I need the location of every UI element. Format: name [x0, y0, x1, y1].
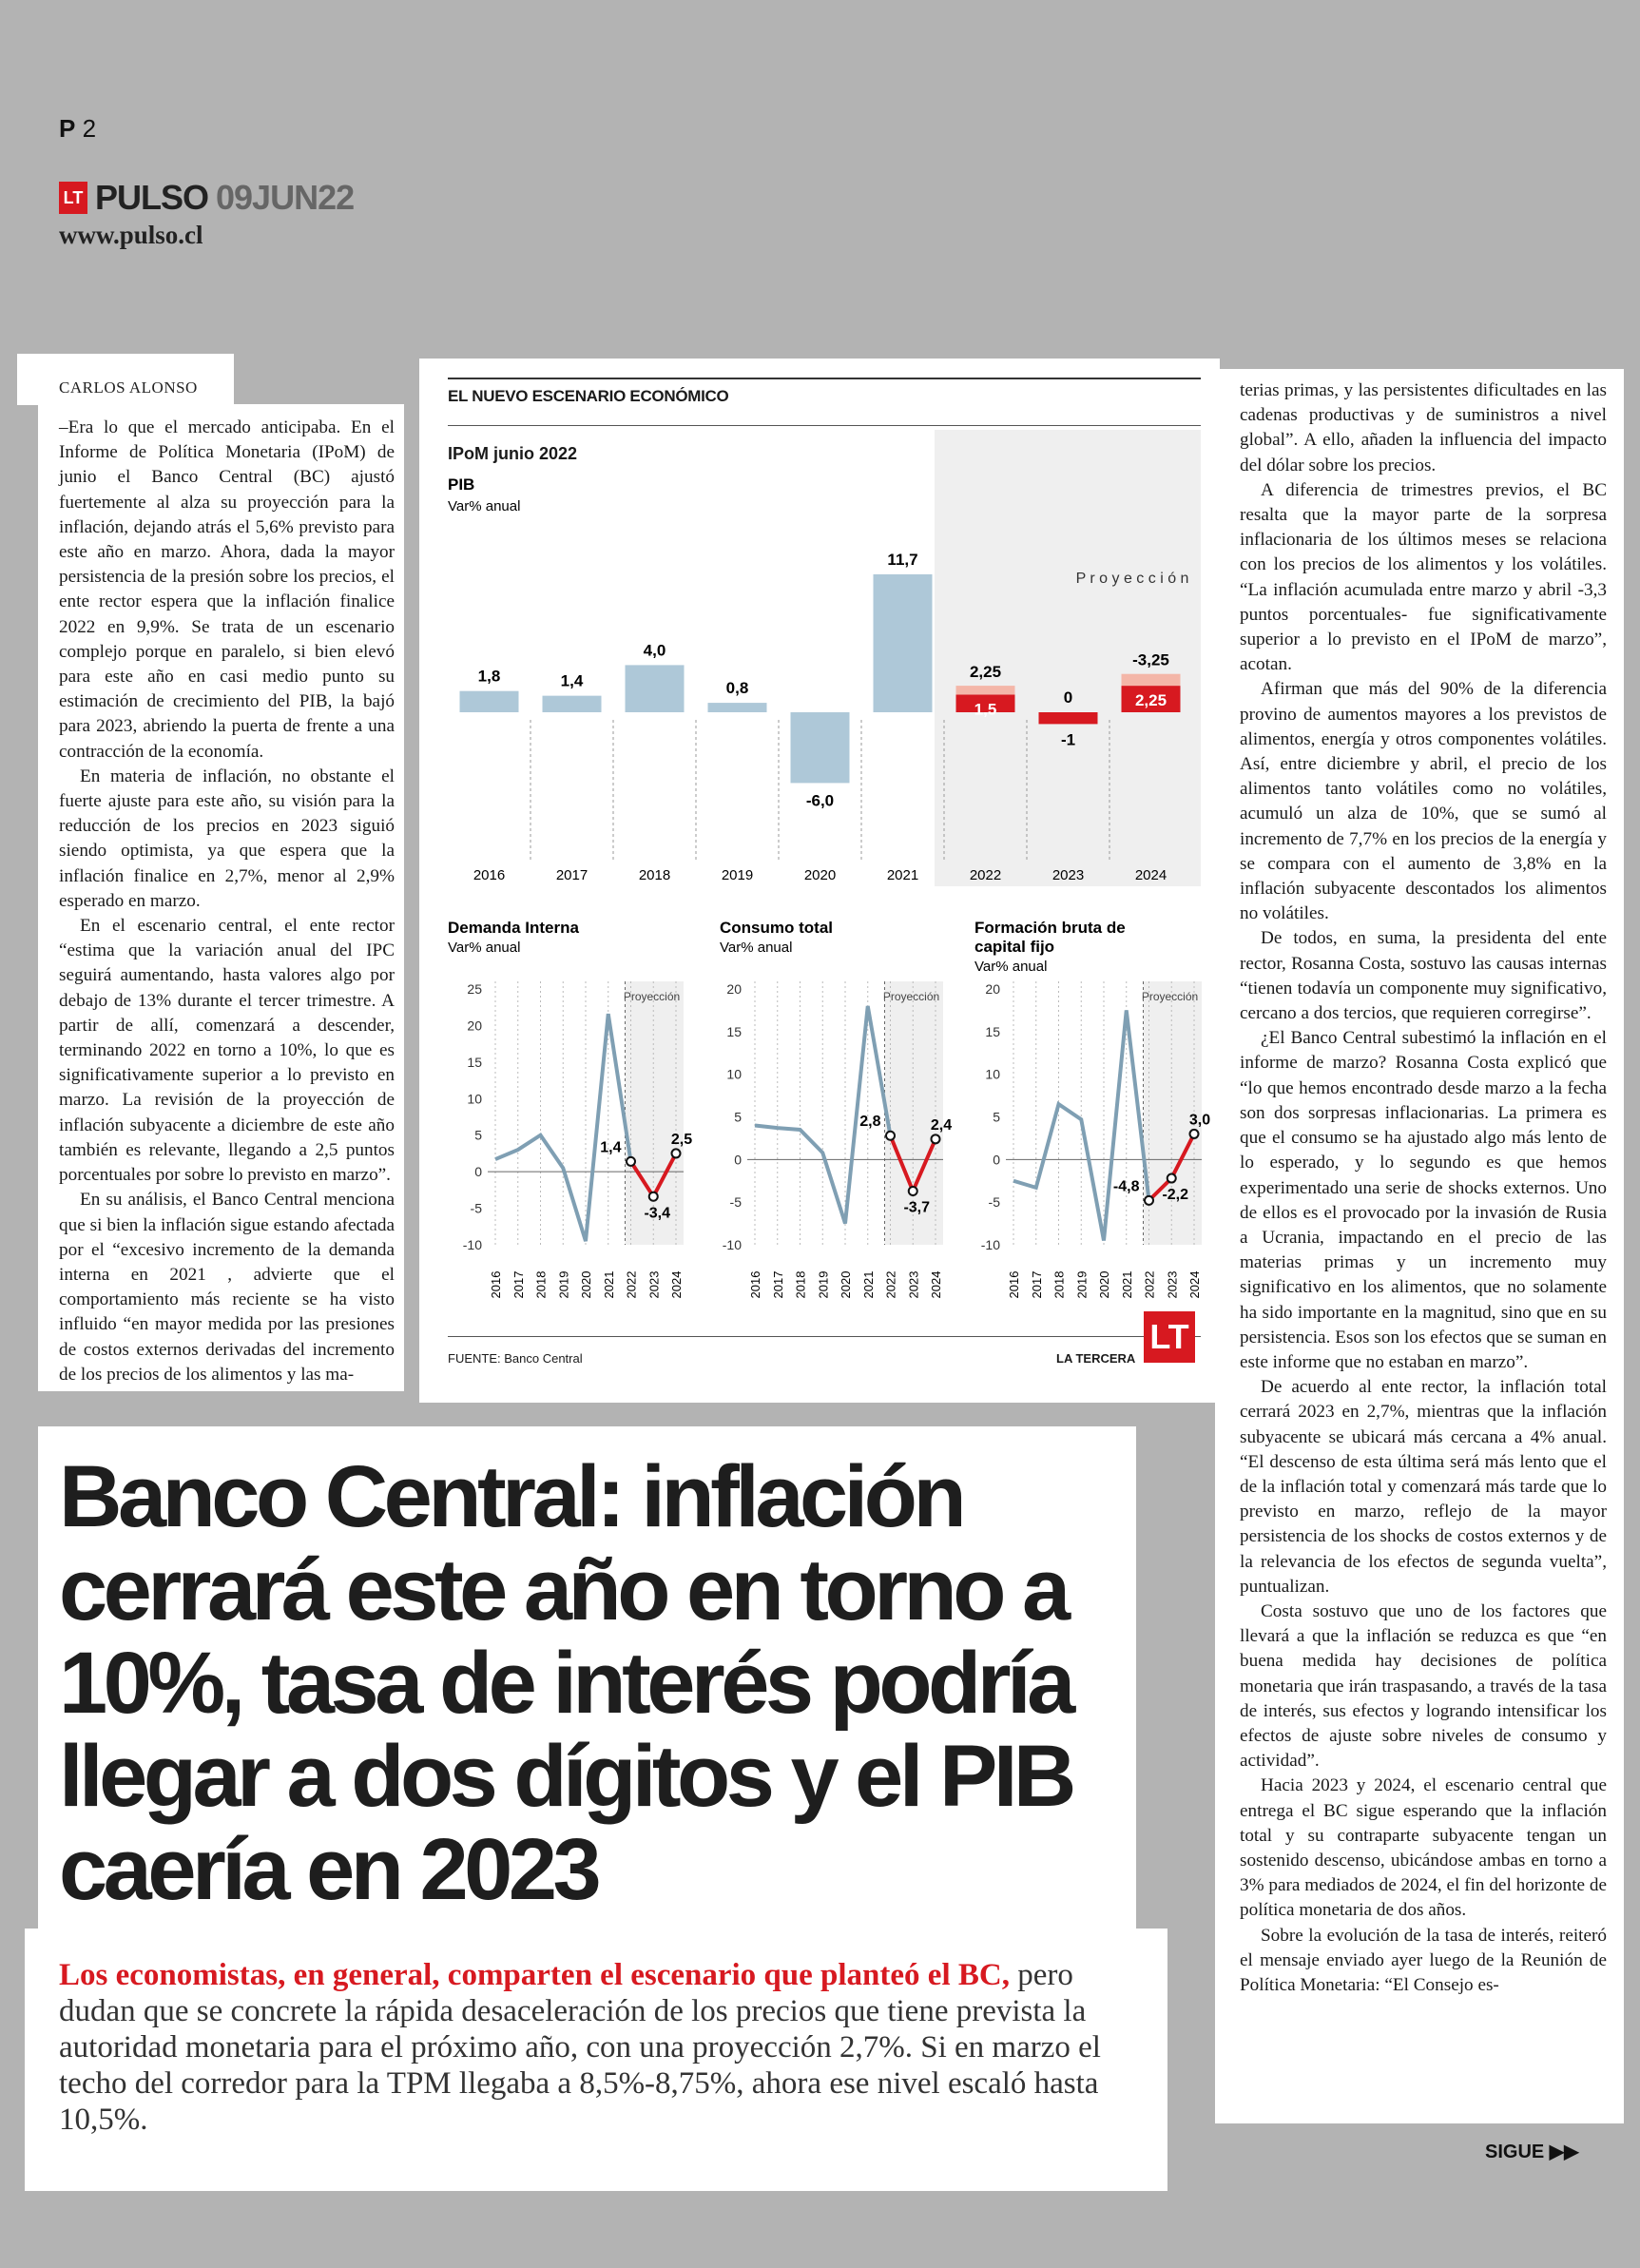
paragraph: Afirman que más del 90% de la diferencia provino de aumentos mayores a los previstos de alimentos, energía y otros componentes volátiles. Así, entre diciembre y abril, el precio de los alimentos tanto volátiles como no volátiles, acumuló un alza de 10%, que se sumó al incremento de 7,7% en los precios de la energía y se compara con el aumento de 3,8% en la inflación subyacente descontados los alimentos no volátiles. — [1240, 679, 1607, 924]
x-tick-label: 2021 — [886, 867, 919, 883]
bar-value-label: -6,0 — [805, 791, 835, 810]
y-tick-label: 15 — [467, 1054, 482, 1070]
x-tick-label: 2016 — [748, 1270, 762, 1299]
data-label: 3,0 — [1188, 1112, 1211, 1129]
x-tick-label: 2023 — [906, 1270, 921, 1299]
data-label: 2,8 — [859, 1114, 881, 1131]
chart-subtitle: Var% anual — [974, 959, 1048, 975]
y-tick-label: 25 — [467, 981, 482, 997]
y-tick-label: 10 — [467, 1091, 482, 1107]
projection-high-label: 0 — [1063, 688, 1073, 707]
x-tick-label: 2023 — [1165, 1270, 1180, 1299]
x-tick-label: 2022 — [624, 1270, 639, 1299]
projection-label: Proyección — [882, 990, 940, 1003]
y-tick-label: 0 — [993, 1152, 1000, 1168]
chart-title: Demanda Interna — [448, 919, 579, 937]
x-tick-label: 2023 — [646, 1270, 662, 1299]
paragraph: Costa sostuvo que uno de los factores que llevará a que la inflación se reduzca es que “en buena medida hay decisiones de política monetaria que irán traspasando, a través de la tasa de interés, sus efectos y logrando intensificar los efectos de ajuste sobre niveles de consumo y actividad”. — [1240, 1600, 1607, 1772]
projection-label: Proyección — [1141, 990, 1199, 1003]
bar — [791, 712, 850, 783]
bar — [460, 691, 519, 712]
x-tick-label: 2022 — [969, 867, 1002, 883]
y-tick-label: -5 — [729, 1194, 742, 1211]
bar — [543, 696, 602, 712]
y-tick-label: 15 — [985, 1023, 1000, 1039]
paragraph: En su análisis, el Banco Central menciona que si bien la inflación sigue estando afectada por el “excesivo incremento de la demanda interna en 2021 , advierte que el comportamiento más reciente se ha visto influido “en mayor medida por las presiones de costos externos derivadas del incremento de los precios de los alimentos y las ma- — [59, 1190, 395, 1385]
x-tick-label: 2022 — [883, 1270, 898, 1299]
y-tick-label: -10 — [980, 1237, 1000, 1252]
projection-bar-high — [956, 686, 1015, 694]
x-tick-label: 2020 — [579, 1270, 593, 1299]
x-tick-label: 2016 — [489, 1270, 503, 1299]
x-tick-label: 2020 — [803, 867, 837, 883]
y-tick-label: -10 — [722, 1237, 742, 1252]
y-tick-label: -10 — [462, 1237, 482, 1252]
data-point — [909, 1187, 917, 1195]
chart-panel-title: EL NUEVO ESCENARIO ECONÓMICO — [448, 387, 729, 405]
x-tick-label: 2016 — [1007, 1270, 1021, 1299]
chart-subtitle: Var% anual — [448, 940, 521, 956]
charts-svg — [419, 359, 1220, 1403]
paragraph: –Era lo que el mercado anticipaba. En el Informe de Política Monetaria (IPoM) de junio el Banco Central (BC) ajustó fuertemente al alza su proyección para la inflación, dejando atrás el 5,6% previsto para este año en marzo. Ahora, dada la mayor persistencia de la presión sobre los precios, el ente rector espera que la inflación finalice 2022 en 9,9%. Se trata de un escenario complejo porque en paralelo, si bien elevó para este año en casi medio punto su estimación de crecimiento del PIB, la bajó para 2023, abriendo la puerta de frente a una contracción de la economía. — [59, 417, 395, 762]
paragraph: A diferencia de trimestres previos, el BC resalta que la mayor parte de la sorpresa inflacionaria de los últimos meses se relaciona con los precios de los alimentos y los volátiles. “La inflación acumulada entre marzo y abril -3,3 puntos porcentuales- fue significativamente superior a lo previsto en el IPoM de marzo”, acotan. — [1240, 479, 1607, 675]
y-tick-label: 20 — [726, 981, 742, 997]
deck-highlight: Los economistas, en general, comparten el escenario que planteó el BC, — [59, 1958, 1010, 1992]
data-point — [649, 1192, 658, 1201]
x-tick-label: 2019 — [1074, 1270, 1090, 1299]
y-tick-label: 0 — [474, 1164, 482, 1180]
x-tick-label: 2019 — [556, 1270, 571, 1299]
publication-name: PULSO — [95, 178, 209, 217]
y-tick-label: -5 — [470, 1200, 482, 1216]
bar-value-label: 11,7 — [887, 550, 918, 569]
byline: CARLOS ALONSO — [59, 378, 198, 397]
data-point — [1145, 1196, 1153, 1205]
y-tick-label: -5 — [988, 1194, 1000, 1211]
projection-bar-low — [1039, 712, 1098, 724]
x-tick-label: 2021 — [1119, 1270, 1134, 1299]
data-label: -2,2 — [1162, 1187, 1189, 1204]
paragraph: De todos, en suma, la presidenta del ente rector, Rosanna Costa, sostuvo las causas internas “tienen todavía un componente muy significativo, cercano a dos tercios, que requieren corregirse”. — [1240, 928, 1607, 1024]
x-tick-label: 2017 — [555, 867, 588, 883]
projection-high-label: 2,25 — [969, 663, 1002, 682]
chart-bottom-rule — [448, 1336, 1201, 1337]
projection-low-label: -1 — [1060, 730, 1076, 749]
data-label: -4,8 — [1112, 1178, 1140, 1195]
chart-subtitle: Var% anual — [448, 498, 521, 514]
continue-label: SIGUE ▶▶ — [1485, 2142, 1579, 2162]
paragraph: terias primas, y las persistentes dificultades en las cadenas productivas y de suministros a nivel global”. A ello, añaden la influencia del impacto del dólar sobre los precios. — [1240, 380, 1607, 475]
projection-low-label: 1,5 — [974, 700, 997, 719]
data-point — [886, 1132, 895, 1140]
data-label: 2,4 — [930, 1116, 953, 1134]
paragraph: En el escenario central, el ente rector “estima que la variación anual del IPC seguirá aumentando, hasta valores algo por debajo de 13% durante el tercer trimestre. A partir de allí, comenzará a descender, terminando 2022 en torno a 10%, lo que es significativamente superior a lo previsto en marzo. La revisión de la proyección de inflación subyacente a diciembre de este año también es relevante, llegando a 2,5 puntos porcentuales por sobre lo previsto en marzo”. — [59, 916, 395, 1186]
x-tick-label: 2018 — [1052, 1270, 1067, 1299]
x-tick-label: 2022 — [1142, 1270, 1157, 1299]
x-tick-label: 2023 — [1052, 867, 1085, 883]
publication-date: 09JUN22 — [216, 178, 355, 217]
data-point — [1167, 1174, 1176, 1183]
bar — [874, 574, 933, 712]
y-tick-label: 5 — [734, 1109, 742, 1125]
chart-title: capital fijo — [974, 938, 1055, 956]
data-label: -3,7 — [903, 1199, 931, 1216]
y-tick-label: 10 — [726, 1066, 742, 1082]
x-tick-label: 2020 — [839, 1270, 853, 1299]
la-tercera-logo: LT — [59, 182, 87, 214]
y-tick-label: 5 — [993, 1109, 1000, 1125]
bar-value-label: 4,0 — [643, 641, 666, 660]
x-tick-label: 2018 — [533, 1270, 549, 1299]
bar — [626, 665, 685, 712]
chart-panel — [419, 359, 1220, 1403]
x-tick-label: 2019 — [721, 867, 754, 883]
x-tick-label: 2017 — [770, 1270, 785, 1299]
projection-high-label: -3,25 — [1132, 650, 1169, 669]
chart-panel-subtitle: IPoM junio 2022 — [448, 444, 578, 463]
bar — [708, 703, 767, 712]
y-tick-label: 15 — [726, 1023, 742, 1039]
x-tick-label: 2024 — [1187, 1270, 1202, 1299]
data-point — [627, 1157, 635, 1166]
chart-source: FUENTE: Banco Central — [448, 1351, 583, 1366]
chart-title: Formación bruta de — [974, 919, 1126, 937]
x-tick-label: 2024 — [929, 1270, 943, 1299]
headline: Banco Central: inflación cerrará este año en torno a 10%, tasa de interés podría llegar a dos dígitos y el PIB caería en 2023 — [59, 1448, 1072, 1918]
y-tick-label: 0 — [734, 1152, 742, 1168]
data-label: 2,5 — [670, 1131, 693, 1148]
x-tick-label: 2021 — [860, 1270, 876, 1299]
bar-value-label: 0,8 — [725, 679, 749, 698]
article-column-right — [1215, 369, 1624, 2123]
x-tick-label: 2019 — [816, 1270, 831, 1299]
x-tick-label: 2017 — [511, 1270, 526, 1299]
data-label: 1,4 — [600, 1139, 622, 1156]
x-tick-label: 2016 — [473, 867, 506, 883]
y-tick-label: 10 — [985, 1066, 1000, 1082]
paragraph: Hacia 2023 y 2024, el escenario central que entrega el BC sigue esperando que la inflación total y su contraparte subyacente tengan un sostenido descenso, ubicándose ambas en torno a 3% para mediados de 2024, el fin del horizonte de política monetaria de dos años. — [1240, 1775, 1607, 1921]
data-point — [932, 1134, 940, 1143]
y-tick-label: 20 — [467, 1018, 482, 1034]
paragraph: De acuerdo al ente rector, la inflación total cerrará 2023 en 2,7%, mientras que la inflación subyacente se ubicará más cercana a 4% anual. “El descenso de esta última será más lento que el de la inflación total y comenzará más tarde que lo previsto en marzo, reflejo de la mayor persistencia de los shocks de costos externos y de la relevancia de los efectos de segunda vuelta”, puntualizan. — [1240, 1377, 1607, 1597]
masthead — [59, 179, 354, 217]
series-line — [495, 1014, 631, 1241]
article-column-left — [38, 404, 404, 1391]
website-link[interactable]: www.pulso.cl — [59, 221, 203, 249]
bar-value-label: 1,4 — [560, 671, 584, 690]
y-tick-label: 5 — [474, 1127, 482, 1143]
deck-text: pero dudan que se concrete la rápida desaceleración de los precios que tiene prevista la autoridad monetaria para el próximo año, con una proyección 2,7%. Si en marzo el techo del corredor para la TPM llegaba a 8,5%-8,75%, ahora ese nivel escaló hasta 10,5%. — [59, 1958, 1101, 2137]
x-tick-label: 2024 — [1134, 867, 1167, 883]
chart-subtitle: Var% anual — [720, 940, 793, 956]
data-point — [1190, 1130, 1199, 1138]
x-tick-label: 2021 — [601, 1270, 616, 1299]
projection-label: P r o y e c c i ó n — [1075, 571, 1189, 587]
x-tick-label: 2018 — [793, 1270, 808, 1299]
x-tick-label: 2024 — [669, 1270, 684, 1299]
data-point — [672, 1149, 681, 1157]
page-number: P 2 — [59, 114, 97, 143]
x-tick-label: 2020 — [1097, 1270, 1111, 1299]
chart-lt-logo: LT — [1144, 1311, 1195, 1363]
projection-low-label: 2,25 — [1134, 691, 1167, 710]
paragraph: En materia de inflación, no obstante el fuerte ajuste para este año, su visión para la reducción de los precios en 2023 siguió siendo optimista, ya que espera que la inflación finalice en 2,7%, menor al 2,9% esperado en marzo. — [59, 766, 395, 911]
y-tick-label: 20 — [985, 981, 1000, 997]
chart-title: PIB — [448, 475, 475, 494]
bar-value-label: 1,8 — [477, 667, 501, 686]
x-tick-label: 2018 — [638, 867, 671, 883]
data-label: -3,4 — [644, 1205, 671, 1222]
paragraph: ¿El Banco Central subestimó la inflación en el informe de marzo? Rosanna Costa explicó que “lo que hemos encontrado desde marzo a la fecha son dos sorpresas inflacionarias. La primera es que el consumo se ha ajustado algo más lento de lo esperado, y lo segundo es que hemos experimentado una serie de shocks externos. Uno de ellos es el provocado por la invasión de Rusia a Ucrania, impactando en el precio de las materias primas y un incremento muy significativo en los alimentos, que no solamente ha sido importante en la magnitud, sino que en su persistencia. Esos son los efectos que se suman en este informe que no estaban en marzo”. — [1240, 1028, 1607, 1372]
deck — [59, 1957, 1133, 2138]
projection-bar-high — [1122, 674, 1181, 686]
x-tick-label: 2017 — [1029, 1270, 1044, 1299]
paragraph: Sobre la evolución de la tasa de interés, reiteró el mensaje enviado ayer luego de la Reunión de Política Monetaria: “El Consejo es- — [1240, 1925, 1607, 1995]
chart-brand: LA TERCERA — [1056, 1351, 1136, 1366]
chart-title: Consumo total — [720, 919, 833, 937]
projection-label: Proyección — [623, 990, 681, 1003]
